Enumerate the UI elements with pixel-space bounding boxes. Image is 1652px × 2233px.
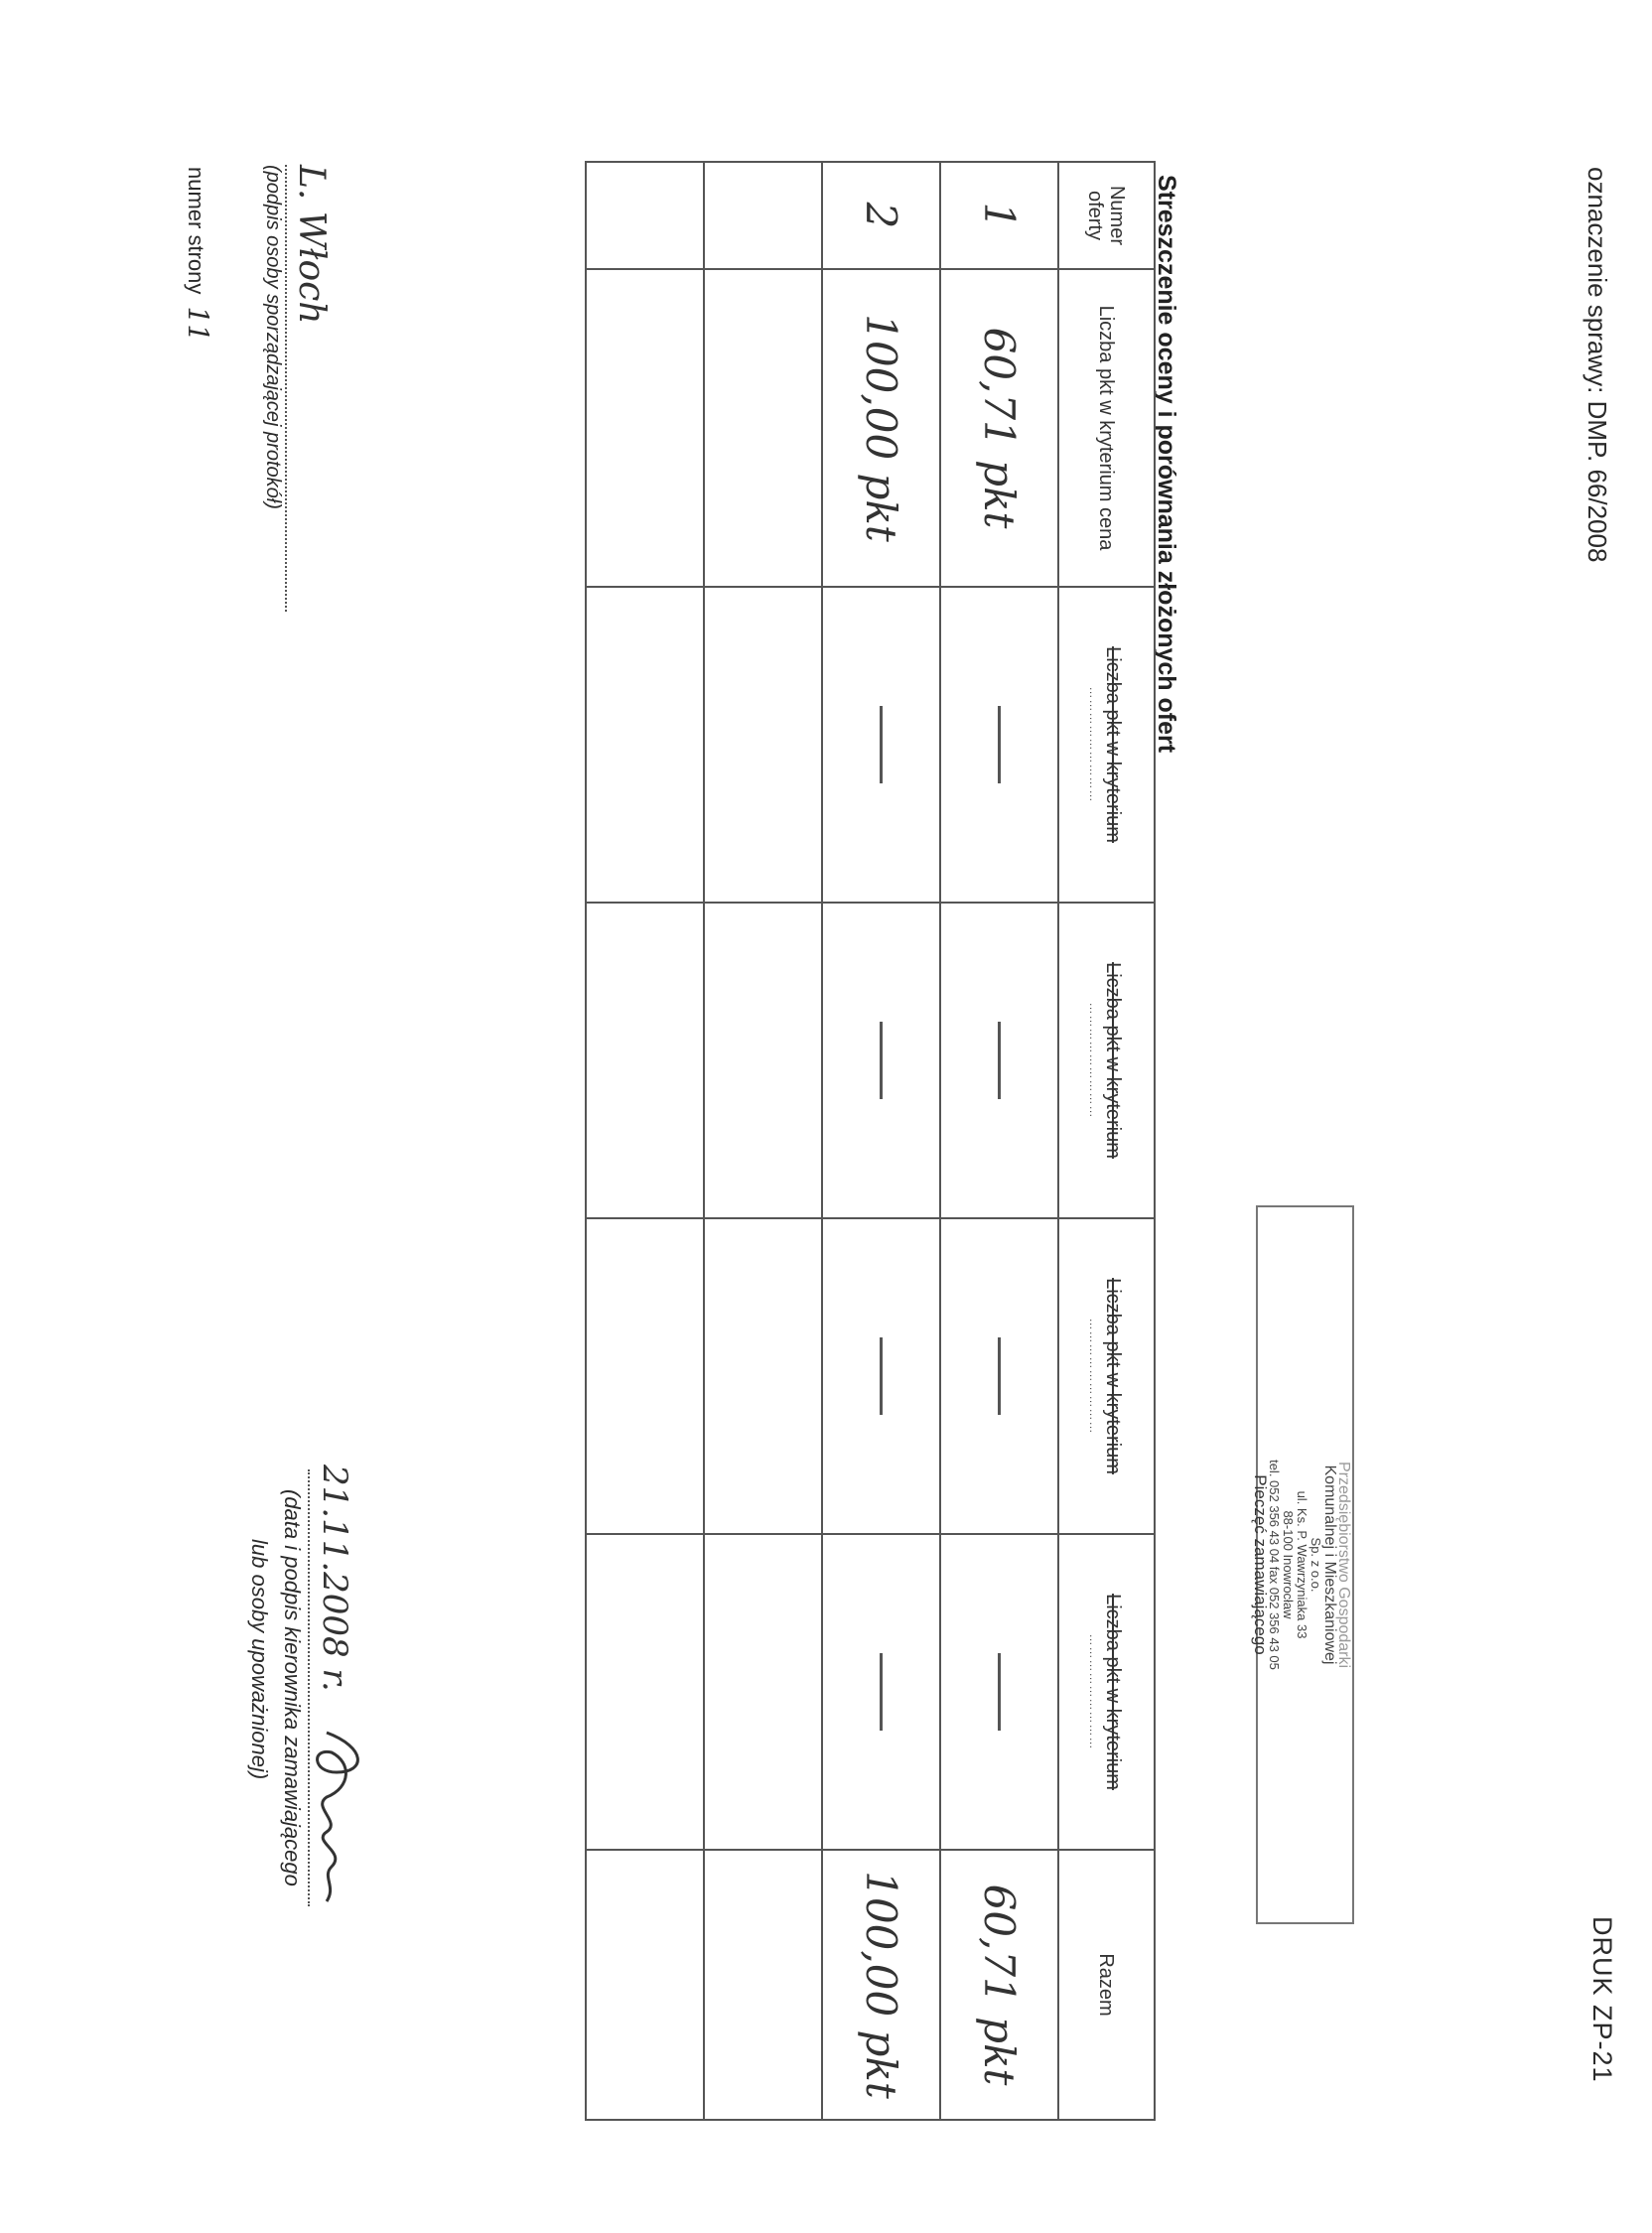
criterion-4-points (940, 1534, 1058, 1850)
signature-line (285, 165, 287, 612)
signature-caption-line-1: (data i podpis kierownika zamawiającego (280, 1489, 305, 1886)
page-number-label: numer strony (184, 167, 208, 295)
stamp-line-2: Komunalnej i Mieszkaniowej (1321, 1465, 1338, 1665)
header-criterion-2 (1058, 903, 1155, 1218)
case-reference (1582, 167, 1612, 562)
criterion-label: Liczba pkt w kryterium (1102, 962, 1125, 1159)
criterion-1-points (822, 587, 940, 903)
table-row-empty (704, 162, 822, 2120)
form-code: DRUK ZP-21 (1587, 1916, 1617, 2083)
criterion-label: Liczba pkt w kryterium (1102, 1278, 1125, 1474)
criterion-label: Liczba pkt w kryterium (1102, 1594, 1125, 1790)
company-stamp (1251, 1205, 1354, 1924)
evaluation-table (585, 161, 1156, 2121)
header-total: Razem (1058, 1850, 1155, 2120)
case-label: oznaczenie sprawy: (1583, 167, 1612, 394)
stamp-line-6: tel. 052 356 43 04 fax 052 356 43 05 (1267, 1460, 1282, 1670)
table-row-empty (586, 162, 704, 2120)
criterion-dots: ……………………… (1087, 1318, 1102, 1435)
case-value: DMP. 66/2008 (1583, 400, 1612, 563)
total-points: 60,71 pkt (940, 1850, 1058, 2120)
dash-mark (880, 1653, 883, 1731)
header-offer-number: Numer oferty (1058, 162, 1155, 269)
dash-mark (880, 706, 883, 783)
criterion-2-points (822, 903, 940, 1218)
criterion-2-points (940, 903, 1058, 1218)
criterion-label: Liczba pkt w kryterium (1102, 646, 1125, 843)
preparer-caption: (podpis osoby sporządzającej protokół) (262, 165, 284, 509)
header-criterion-1 (1058, 587, 1155, 903)
offer-number: 2 (822, 162, 940, 269)
signature-caption-line-2: lub osoby upoważnionej) (247, 1539, 272, 1780)
stamp-line-1: Przedsiębiorstwo Gospodarki (1335, 1461, 1352, 1669)
price-points: 100,00 pkt (822, 269, 940, 587)
signature-date: 21.11.2008 r. (315, 1465, 354, 1692)
table-row (940, 162, 1058, 2120)
dash-mark (998, 706, 1001, 783)
header-criterion-3 (1058, 1218, 1155, 1534)
preparer-signature: L. Włoch (291, 165, 332, 325)
page-number (182, 167, 214, 342)
criterion-dots: ……………………… (1087, 1002, 1102, 1119)
page-title: Streszczenie oceny i porównania złożonych ofert (1153, 175, 1180, 754)
dash-mark (880, 1022, 883, 1099)
stamp-line-5: 88-100 Inowrocław (1281, 1510, 1296, 1619)
stamp-line-4: ul. Ks. P. Wawrzyniaka 33 (1295, 1490, 1309, 1639)
header-price-criterion: Liczba pkt w kryterium cena (1058, 269, 1155, 587)
criterion-3-points (822, 1218, 940, 1534)
price-points: 60,71 pkt (940, 269, 1058, 587)
signature-line (308, 1469, 310, 1906)
dash-mark (880, 1337, 883, 1415)
page-number-value: 11 (182, 306, 214, 343)
stamp-line-3: Sp. z o.o. (1308, 1537, 1323, 1593)
table-row (822, 162, 940, 2120)
criterion-1-points (940, 587, 1058, 903)
dash-mark (998, 1337, 1001, 1415)
offer-number: 1 (940, 162, 1058, 269)
criterion-4-points (822, 1534, 940, 1850)
dash-mark (998, 1022, 1001, 1099)
dash-mark (998, 1653, 1001, 1731)
total-points: 100,00 pkt (822, 1850, 940, 2120)
header-criterion-4 (1058, 1534, 1155, 1850)
table-header-row (1058, 162, 1155, 2120)
stamp-caption: Pieczęć zamawiającego (1251, 1474, 1270, 1655)
criterion-3-points (940, 1218, 1058, 1534)
handwritten-signature-icon (302, 1728, 371, 1906)
criterion-dots: ……………………… (1087, 1633, 1102, 1750)
criterion-dots: ……………………… (1087, 686, 1102, 803)
